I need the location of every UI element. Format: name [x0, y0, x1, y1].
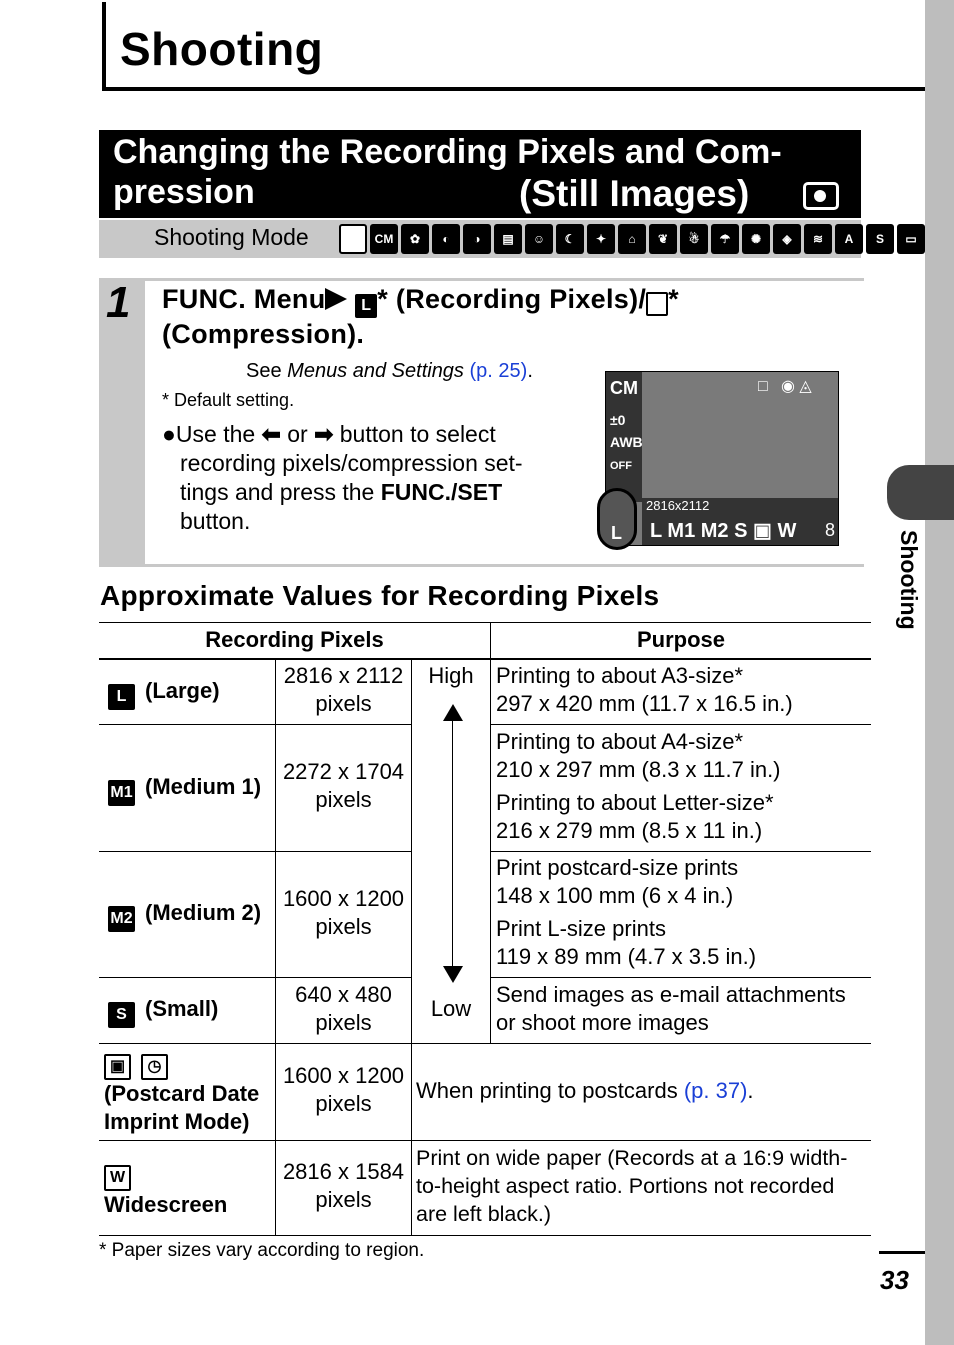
row-medium2-purpose: Print postcard-size prints 148 x 100 mm (6 x 4 in.) Print L-size prints 119 x 89 mm (4.7 x 3.5 in.) [496, 855, 757, 969]
table-rule [275, 658, 276, 1235]
table-rule [491, 851, 871, 852]
table-rule [99, 1235, 871, 1236]
long-shutter-icon: A [835, 224, 863, 254]
default-setting-note: * Default setting. [162, 390, 295, 410]
table-rule [99, 977, 412, 978]
page-title: Shooting [120, 23, 324, 75]
lcd-left-panel [606, 372, 642, 502]
table-header-purpose: Purpose [636, 627, 726, 652]
arrow-down-icon [443, 966, 463, 983]
lcd-status-icons: □ ◉ ◬ [758, 378, 812, 395]
row-medium2-name: M2 (Medium 2) [108, 899, 261, 932]
camera-manual-icon: CM [370, 224, 398, 254]
night-snapshot-icon: ☾ [556, 224, 584, 254]
high-label: High [428, 663, 474, 688]
lcd-exposure-icon: ±0 [610, 412, 626, 428]
digital-macro-icon: ✿ [401, 224, 429, 254]
header-rule-horizontal [102, 87, 925, 91]
low-label: Low [430, 996, 472, 1021]
paper-size-footnote: * Paper sizes vary according to region. [99, 1240, 425, 1261]
medium2-icon: M2 [108, 906, 135, 932]
left-arrow-icon: ⬅ [261, 421, 281, 447]
row-small-purpose: Send images as e-mail attachments or shoot more images [496, 982, 846, 1035]
section-banner [99, 130, 861, 218]
lcd-effect-icon: OFF [610, 460, 632, 472]
row-medium1-purpose: Printing to about A4-size* 210 x 297 mm (8.3 x 11.7 in.) Printing to about Letter-size* 216 x 279 mm (8.5 x 11 in.) [496, 729, 781, 843]
row-postcard-name: ▣ ◷ (Postcard Date Imprint Mode) [104, 1047, 259, 1136]
stitch-assist-icon: ▤ [494, 224, 522, 254]
right-arrow-icon: ➡ [314, 421, 334, 447]
snow-icon: ☃ [680, 224, 708, 254]
lcd-resolution: 2816x2112 [646, 498, 710, 513]
banner-still-images: (Still Images) [519, 173, 750, 214]
instruction-bullet: ●Use the ⬅ or ➡ button to select recording pixels/compression set- tings and press the FUNC./SET button. [162, 421, 523, 534]
table-rule [490, 622, 491, 1043]
bullet-icon: ● [162, 421, 176, 447]
row-large-name: L (Large) [108, 677, 220, 710]
medium1-icon: M1 [108, 780, 135, 806]
step-number: 1 [106, 278, 131, 327]
aquarium-icon: ◈ [773, 224, 801, 254]
super-slow-icon: S [866, 224, 894, 254]
chapter-tab [887, 465, 954, 520]
row-postcard-size: 1600 x 1200 pixels [282, 1063, 405, 1116]
row-widescreen-size: 2816 x 1584 pixels [282, 1159, 405, 1212]
beach-icon: ☂ [711, 224, 739, 254]
section-title: Approximate Values for Recording Pixels [100, 580, 660, 611]
camera-lcd-screenshot [605, 371, 839, 546]
movie-icon: ▭ [897, 224, 925, 254]
postcard-icon: ▣ [104, 1054, 131, 1080]
row-postcard-purpose: When printing to postcards (p. 37). [416, 1078, 754, 1103]
shooting-mode-label: Shooting Mode [154, 224, 309, 250]
color-swap-icon: ◑ [463, 224, 491, 254]
portrait-icon: ☺ [525, 224, 553, 254]
recording-pixels-table [99, 622, 871, 1237]
kids-pets-icon: ✦ [587, 224, 615, 254]
row-medium1-size: 2272 x 1704 pixels [282, 759, 405, 812]
lcd-pixel-options: L M1 M2 S ▣ W [650, 520, 797, 542]
row-medium1-name: M1 (Medium 1) [108, 773, 261, 806]
row-large-size: 2816 x 2112 pixels [283, 663, 404, 716]
table-rule [491, 977, 871, 978]
row-small-size: 640 x 480 pixels [295, 982, 392, 1035]
small-icon: S [108, 1002, 135, 1028]
banner-title-line1: Changing the Recording Pixels and Com- [113, 133, 782, 171]
camera-icon [803, 182, 839, 210]
color-accent-icon: ◐ [432, 224, 460, 254]
arrow-right-icon [325, 288, 347, 310]
banner-title-line2: pression [113, 173, 255, 211]
table-rule [99, 622, 871, 623]
large-icon: L [108, 684, 135, 710]
large-pixels-icon: L [355, 294, 377, 318]
row-medium2-size: 1600 x 1200 pixels [282, 886, 405, 939]
widescreen-icon: W [104, 1165, 131, 1191]
underwater-icon: ≋ [804, 224, 832, 254]
shooting-mode-bar [99, 220, 917, 258]
row-large-purpose: Printing to about A3-size* 297 x 420 mm (11.7 x 16.5 in.) [496, 663, 793, 716]
header-rule-vertical [102, 2, 106, 90]
step-title: FUNC. Menu L * (Recording Pixels)/ ◢ * (Compression). [162, 284, 679, 349]
table-header-recording-pixels: Recording Pixels [205, 627, 384, 652]
see-reference: See Menus and Settings (p. 25). [246, 360, 533, 382]
table-rule [411, 658, 412, 1235]
row-widescreen-name: W Widescreen [104, 1158, 227, 1219]
page-number: 33 [880, 1265, 909, 1295]
table-rule [99, 724, 412, 725]
table-rule [491, 724, 871, 725]
date-imprint-icon: ◷ [141, 1054, 168, 1080]
table-rule [99, 1140, 871, 1141]
compression-icon: ◢ [646, 292, 668, 316]
lcd-mode-icon: CM [610, 378, 638, 398]
fireworks-icon: ✺ [742, 224, 770, 254]
row-widescreen-purpose: Print on wide paper (Records at a 16:9 width- to-height aspect ratio. Portions not recorded are left black.) [416, 1146, 848, 1226]
lcd-selected-ring: L [597, 488, 637, 550]
chapter-tab-label: Shooting [896, 530, 922, 630]
page-link-37[interactable]: (p. 37) [683, 1078, 748, 1103]
shooting-mode-icons [339, 224, 925, 254]
auto-icon: ◘ [339, 224, 367, 254]
page-link-25[interactable]: (p. 25) [469, 360, 528, 382]
table-rule [99, 851, 412, 852]
row-small-name: S (Small) [108, 995, 218, 1028]
page-number-rule [879, 1251, 925, 1254]
lcd-wb-icon: AWB [610, 434, 643, 450]
table-rule [99, 1043, 871, 1044]
table-rule [99, 658, 871, 660]
page-edge-strip [925, 0, 954, 1345]
indoor-icon: ⌂ [618, 224, 646, 254]
high-low-arrow-shaft [452, 712, 453, 974]
arrow-up-icon [443, 704, 463, 721]
lcd-shot-count: 8 [825, 520, 836, 540]
foliage-icon: ❦ [649, 224, 677, 254]
